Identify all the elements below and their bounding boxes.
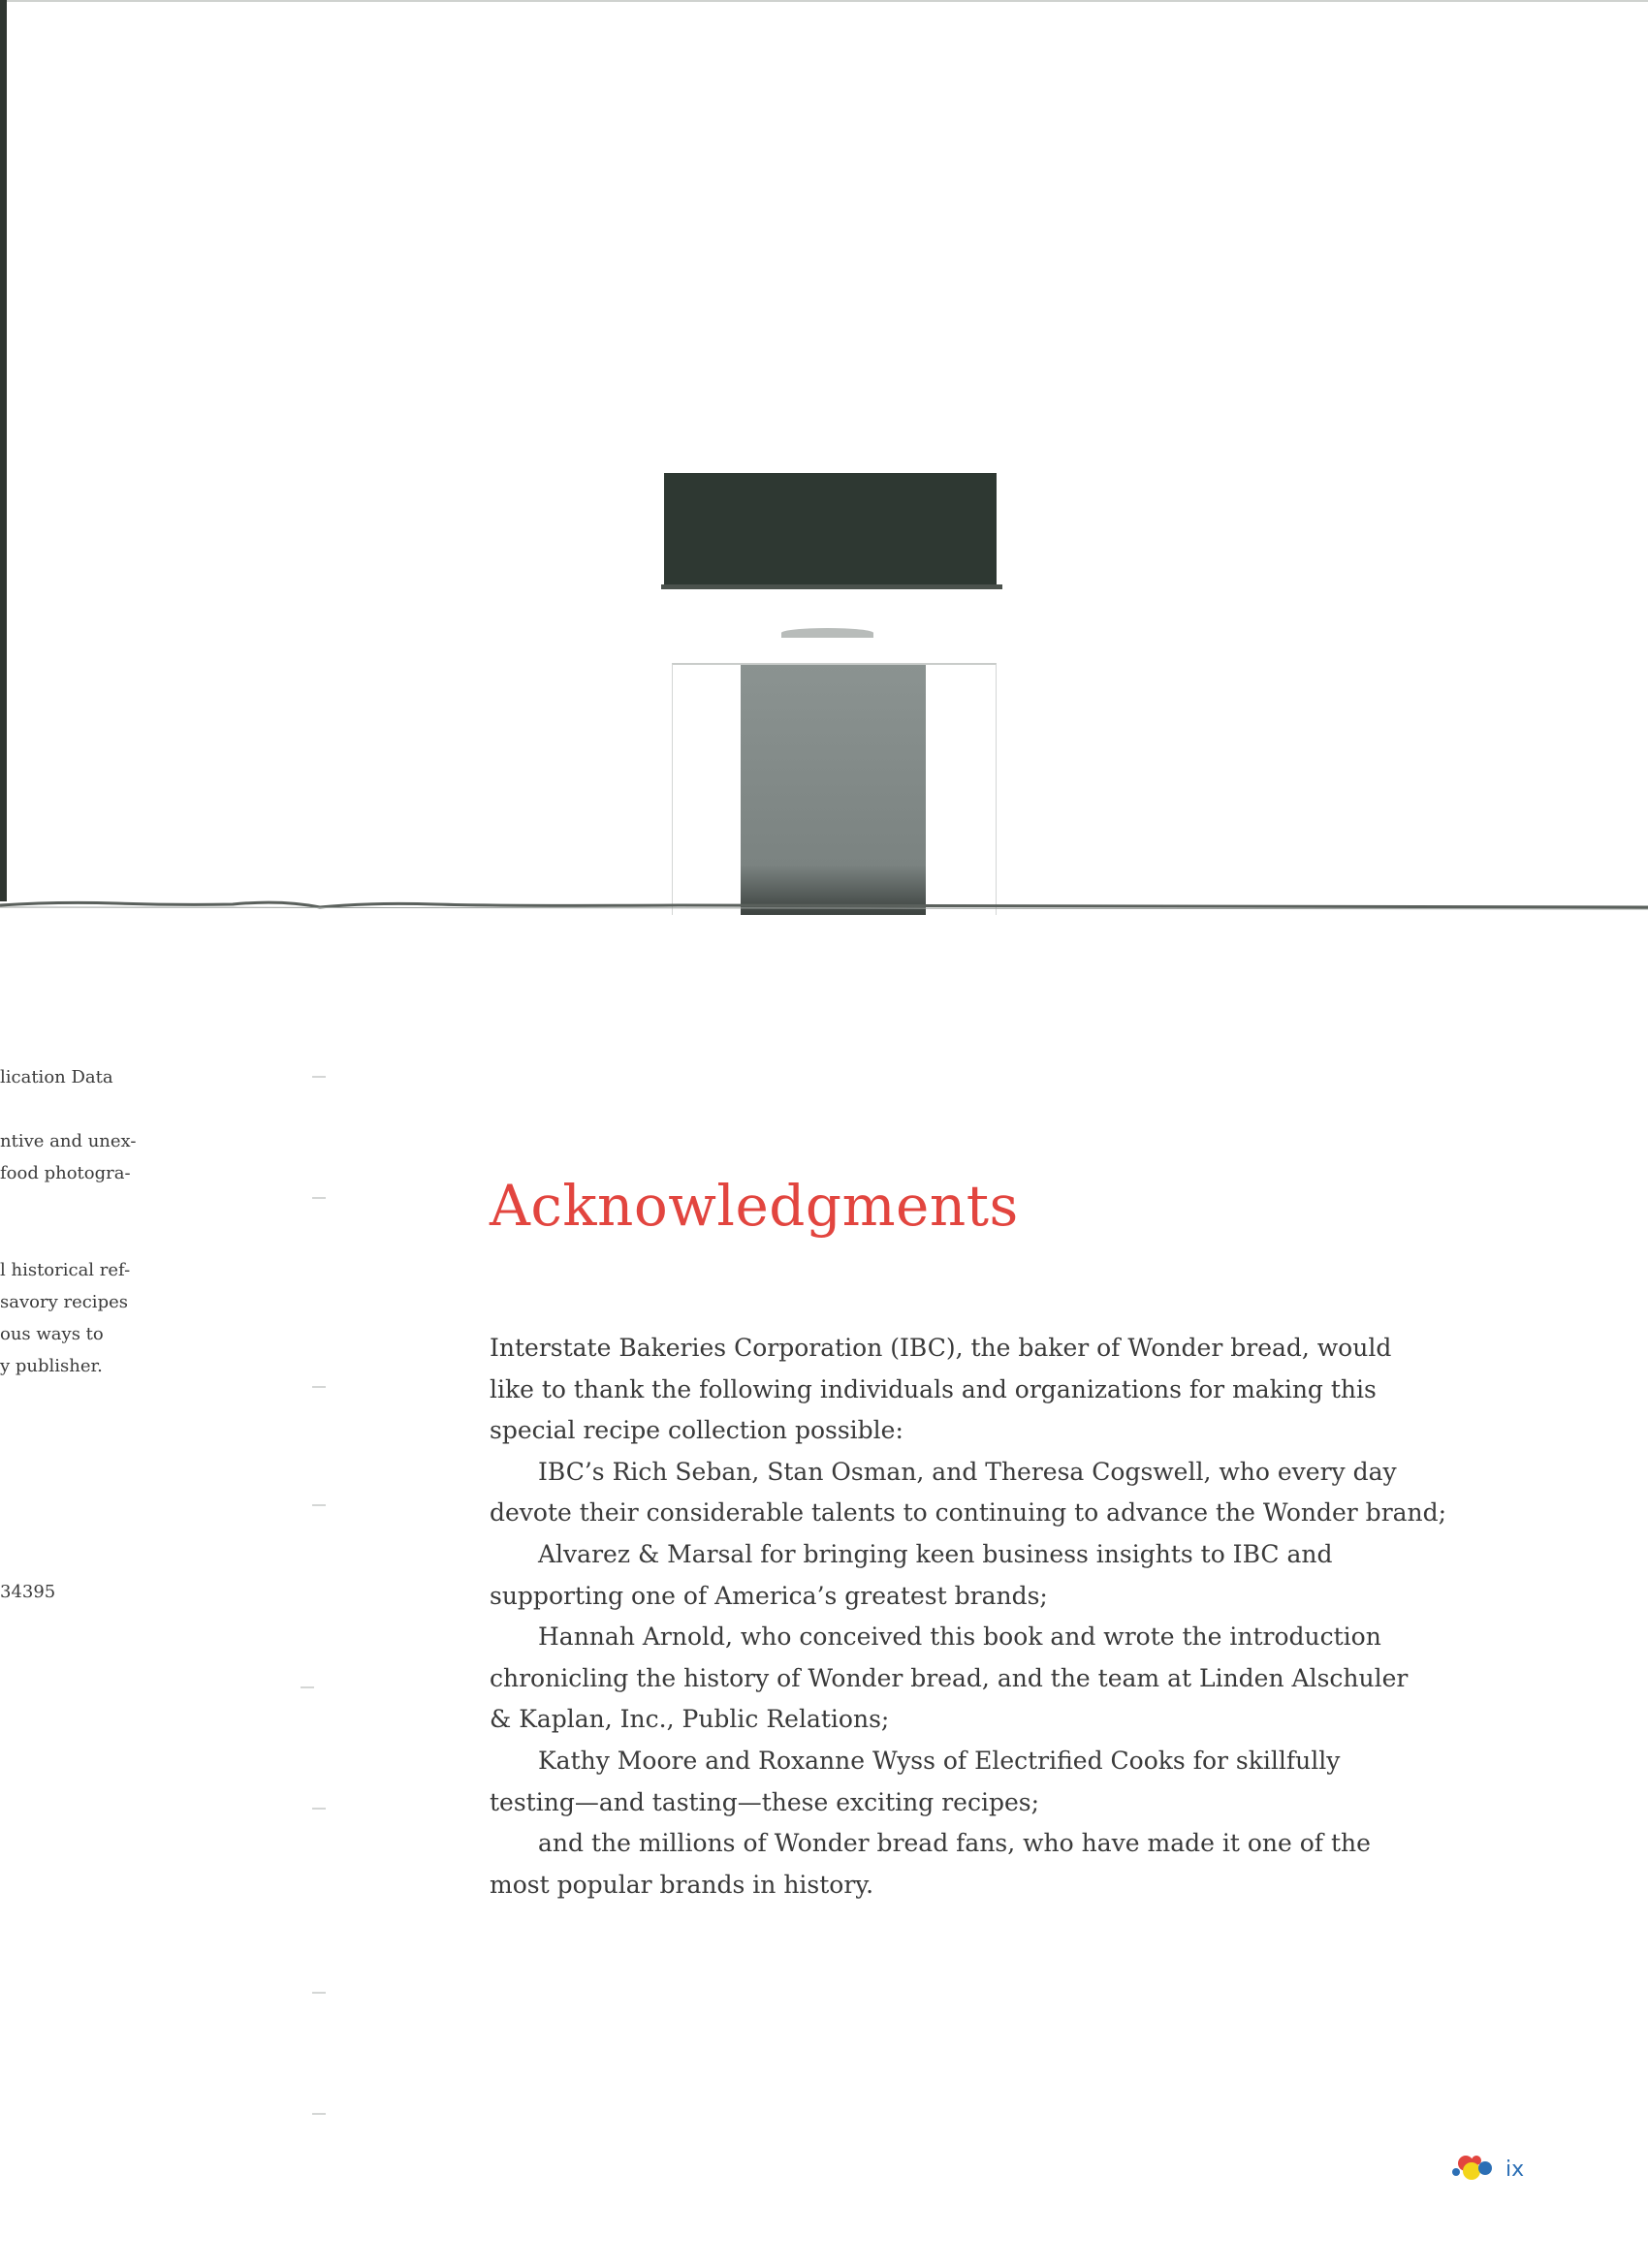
scan-dark-block: [664, 473, 997, 587]
scan-left-edge: [0, 0, 7, 901]
body-line: like to thank the following individuals and organizations for making this: [490, 1374, 1377, 1403]
body-line: most popular brands in history.: [490, 1870, 874, 1899]
gutter-mark: [301, 1686, 314, 1688]
left-text-line: l historical ref-: [0, 1260, 131, 1280]
left-text-line: lication Data: [0, 1067, 113, 1087]
scan-dark-block-shadow: [661, 584, 1002, 589]
dot-yellow-icon: [1463, 2162, 1480, 2180]
body-line: Interstate Bakeries Corporation (IBC), the baker of Wonder bread, would: [490, 1334, 1392, 1362]
body-line: devote their considerable talents to continuing to advance the Wonder brand;: [490, 1498, 1447, 1528]
left-text-line: food photogra-: [0, 1163, 131, 1183]
body-line: Hannah Arnold, who conceived this book and wrote the introduction: [538, 1622, 1381, 1652]
gutter-mark: [312, 1808, 326, 1810]
gutter-mark: [312, 1504, 326, 1506]
body-line: IBC’s Rich Seban, Stan Osman, and Theresa Cogswell, who every day: [538, 1457, 1397, 1486]
scan-artifact-area: [0, 0, 1648, 921]
body-line: special recipe collection possible:: [490, 1416, 903, 1445]
scan-top-edge: [0, 0, 1648, 2]
body-line: Alvarez & Marsal for bringing keen business insights to IBC and: [538, 1539, 1333, 1568]
body-line: supporting one of America’s greatest brands;: [490, 1581, 1048, 1610]
body-line: & Kaplan, Inc., Public Relations;: [490, 1705, 890, 1734]
page-number: ix: [1505, 2158, 1525, 2182]
dot-blue-small-icon: [1452, 2168, 1460, 2176]
left-text-line: ous ways to: [0, 1324, 104, 1344]
left-text-line: savory recipes: [0, 1292, 128, 1312]
left-text-line: ntive and unex-: [0, 1131, 137, 1151]
left-text-line: 34395: [0, 1582, 56, 1602]
gutter-mark: [312, 1992, 326, 1994]
scan-bump: [781, 628, 873, 638]
gutter-mark: [312, 1197, 326, 1199]
scan-grey-block: [741, 665, 926, 915]
body-line: Kathy Moore and Roxanne Wyss of Electrified Cooks for skillfully: [538, 1746, 1341, 1775]
gutter-mark: [312, 1386, 326, 1388]
gutter-mark: [312, 1076, 326, 1078]
dot-blue-icon: [1478, 2161, 1492, 2175]
scan-baseline: [0, 899, 1648, 921]
body-line: testing—and tasting—these exciting recipes;: [490, 1787, 1039, 1816]
page-title: Acknowledgments: [490, 1173, 1019, 1239]
body-line: chronicling the history of Wonder bread, and the team at Linden Alschuler: [490, 1663, 1409, 1692]
gutter-mark: [312, 2113, 326, 2115]
left-text-line: y publisher.: [0, 1356, 103, 1376]
body-line: and the millions of Wonder bread fans, who have made it one of the: [538, 1829, 1371, 1858]
acknowledgments-body: [490, 1328, 1447, 1906]
